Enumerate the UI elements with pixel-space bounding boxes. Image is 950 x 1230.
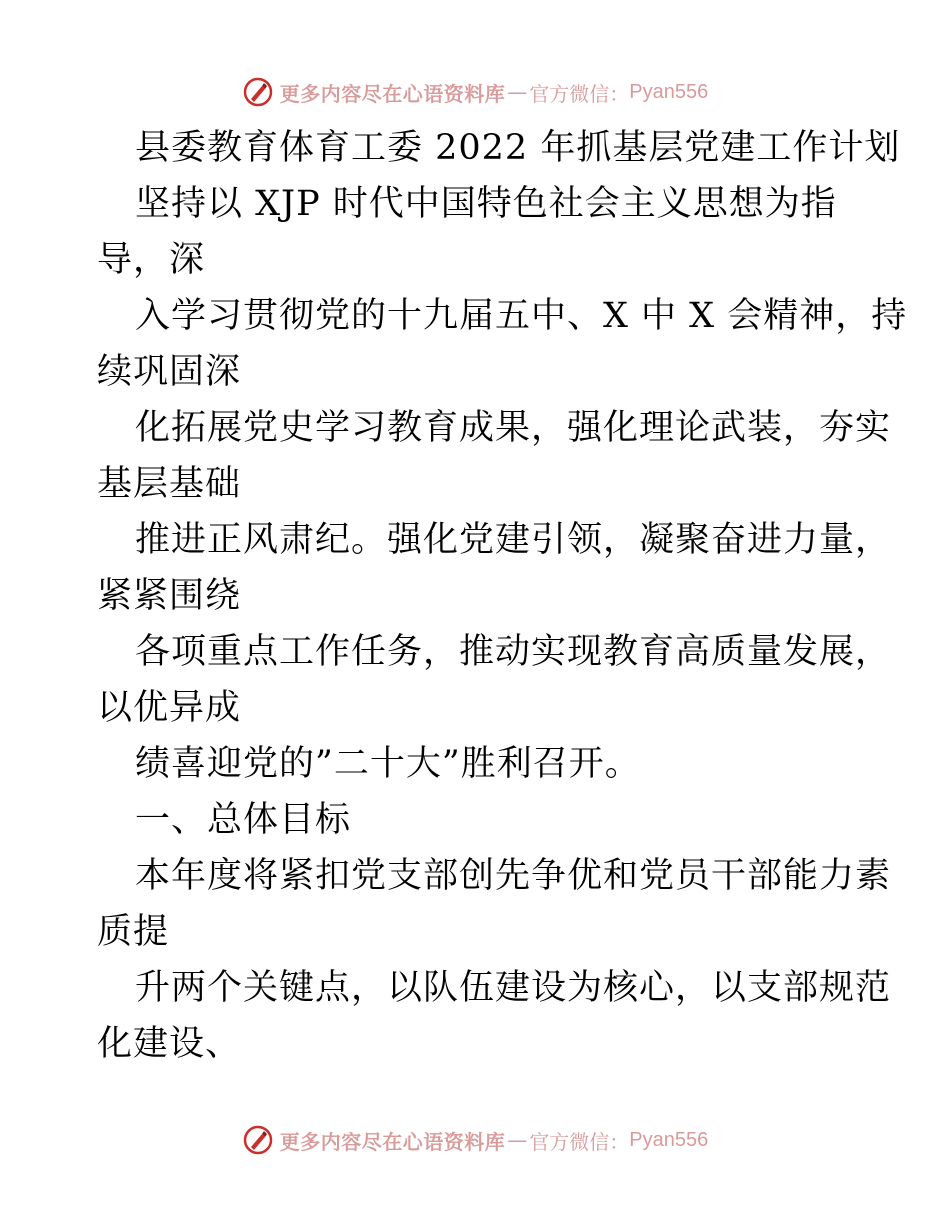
paragraph-line: 基层基础 bbox=[97, 464, 242, 504]
header-watermark bbox=[0, 72, 950, 112]
pen-circle-logo-icon bbox=[242, 76, 274, 108]
paragraph-line: 化建设、 bbox=[97, 1024, 242, 1064]
paragraph-line: 绩喜迎党的”二十大”胜利召开。 bbox=[135, 744, 641, 784]
footer-watermark bbox=[0, 1120, 950, 1160]
paragraph-line: 导，深 bbox=[97, 240, 206, 280]
paragraph-line: 以优异成 bbox=[97, 688, 242, 728]
paragraph-line: 质提 bbox=[97, 912, 170, 952]
watermark-separator: — bbox=[507, 1128, 528, 1152]
watermark-text: 更多内容尽在心语资料库 bbox=[279, 1129, 506, 1154]
watermark-wechat-id: Pyan556 bbox=[629, 1128, 709, 1151]
paragraph-line: 本年度将紧扣党支部创先争优和党员干部能力素 bbox=[135, 856, 892, 896]
document-title: 县委教育体育工委 2022 年抓基层党建工作计划 bbox=[135, 128, 901, 168]
paragraph-line: 推进正风肃纪。强化党建引领，凝聚奋进力量， bbox=[135, 520, 892, 560]
paragraph-line: 升两个关键点，以队伍建设为核心，以支部规范 bbox=[135, 968, 892, 1008]
document-body bbox=[97, 120, 908, 1072]
paragraph-line: 化拓展党史学习教育成果，强化理论武装，夯实 bbox=[135, 408, 892, 448]
paragraph-line: 各项重点工作任务，推动实现教育高质量发展， bbox=[135, 632, 892, 672]
paragraph-line: 紧紧围绕 bbox=[97, 576, 242, 616]
paragraph-line: 入学习贯彻党的十九届五中、X 中 X 会精神，持 bbox=[135, 296, 908, 336]
paragraph-line: 坚持以 XJP 时代中国特色社会主义思想为指 bbox=[135, 184, 837, 224]
section-heading: 一、总体目标 bbox=[135, 800, 352, 840]
pen-circle-logo-icon bbox=[242, 1124, 274, 1156]
watermark-wechat-label: 官方微信： bbox=[529, 81, 630, 106]
watermark-wechat-id: Pyan556 bbox=[629, 80, 709, 103]
paragraph-line: 续巩固深 bbox=[97, 352, 242, 392]
watermark-wechat-label: 官方微信： bbox=[529, 1129, 630, 1154]
watermark-separator: — bbox=[507, 80, 528, 104]
watermark-text: 更多内容尽在心语资料库 bbox=[279, 81, 506, 106]
